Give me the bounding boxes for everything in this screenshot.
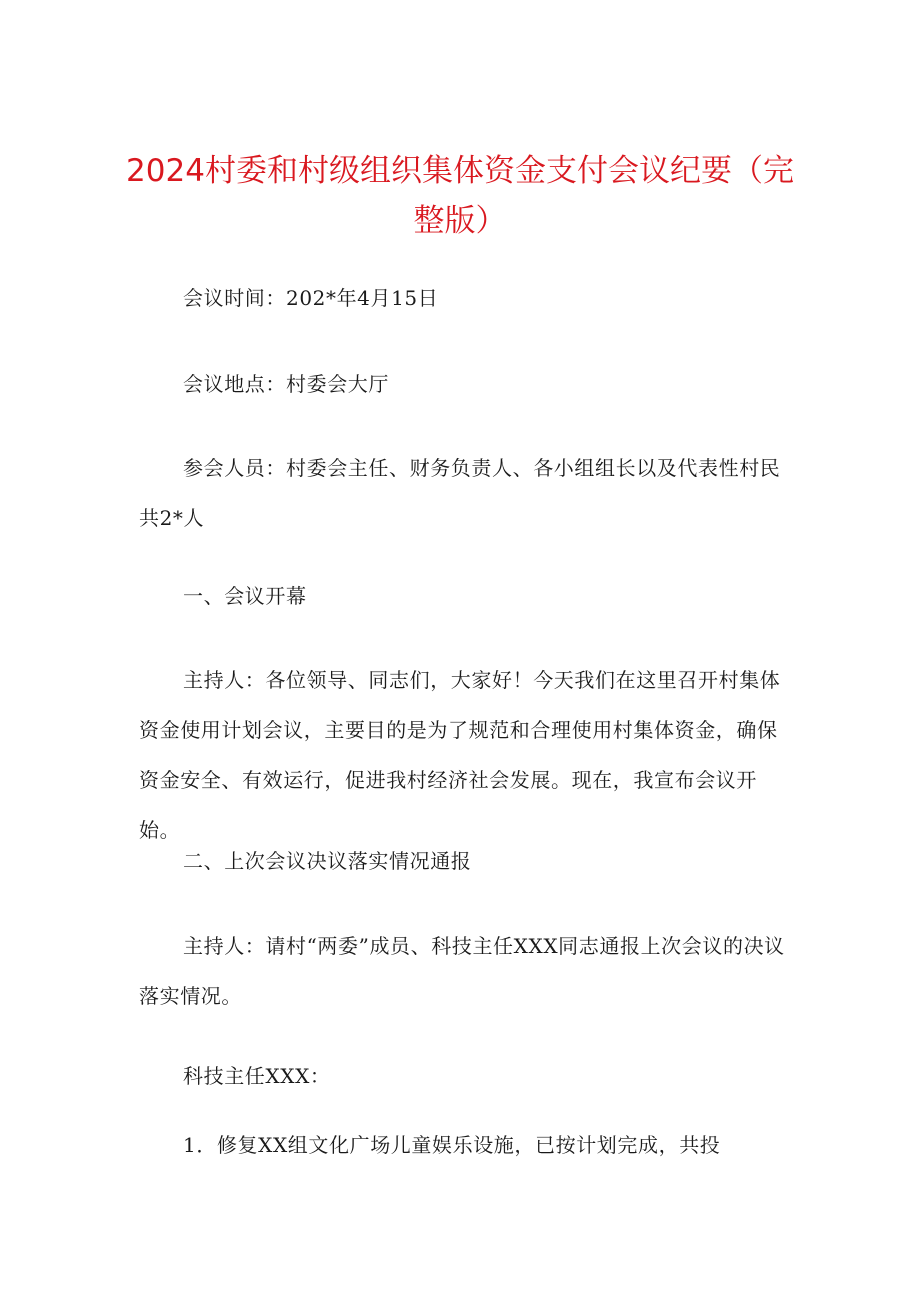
meeting-location: 会议地点：村委会大厅 <box>183 372 389 396</box>
section-heading-1: 一、会议开幕 <box>183 584 307 608</box>
meeting-time: 会议时间：202*年4月15日 <box>183 286 439 310</box>
speaker-label: 科技主任XXX： <box>183 1064 331 1088</box>
attendees: 参会人员：村委会主任、财务负责人、各小组组长以及代表性村民共2*人 <box>139 456 781 530</box>
host-opening-remarks: 主持人：各位领导、同志们，大家好！今天我们在这里召开村集体资金使用计划会议，主要目的是为了规范和合理使用村集体资金，确保资金安全、有效运行，促进我村经济社会发展。现在，我宣布会议开始。 <box>139 668 781 842</box>
section-heading-2: 二、上次会议决议落实情况通报 <box>183 849 472 873</box>
host-request: 主持人：请村“两委”成员、科技主任XXX同志通报上次会议的决议落实情况。 <box>139 934 785 1008</box>
document-title: 2024村委和村级组织集体资金支付会议纪要（完整版） <box>126 153 794 239</box>
report-item-1: 1．修复XX组文化广场儿童娱乐设施，已按计划完成，共投 <box>183 1133 721 1157</box>
